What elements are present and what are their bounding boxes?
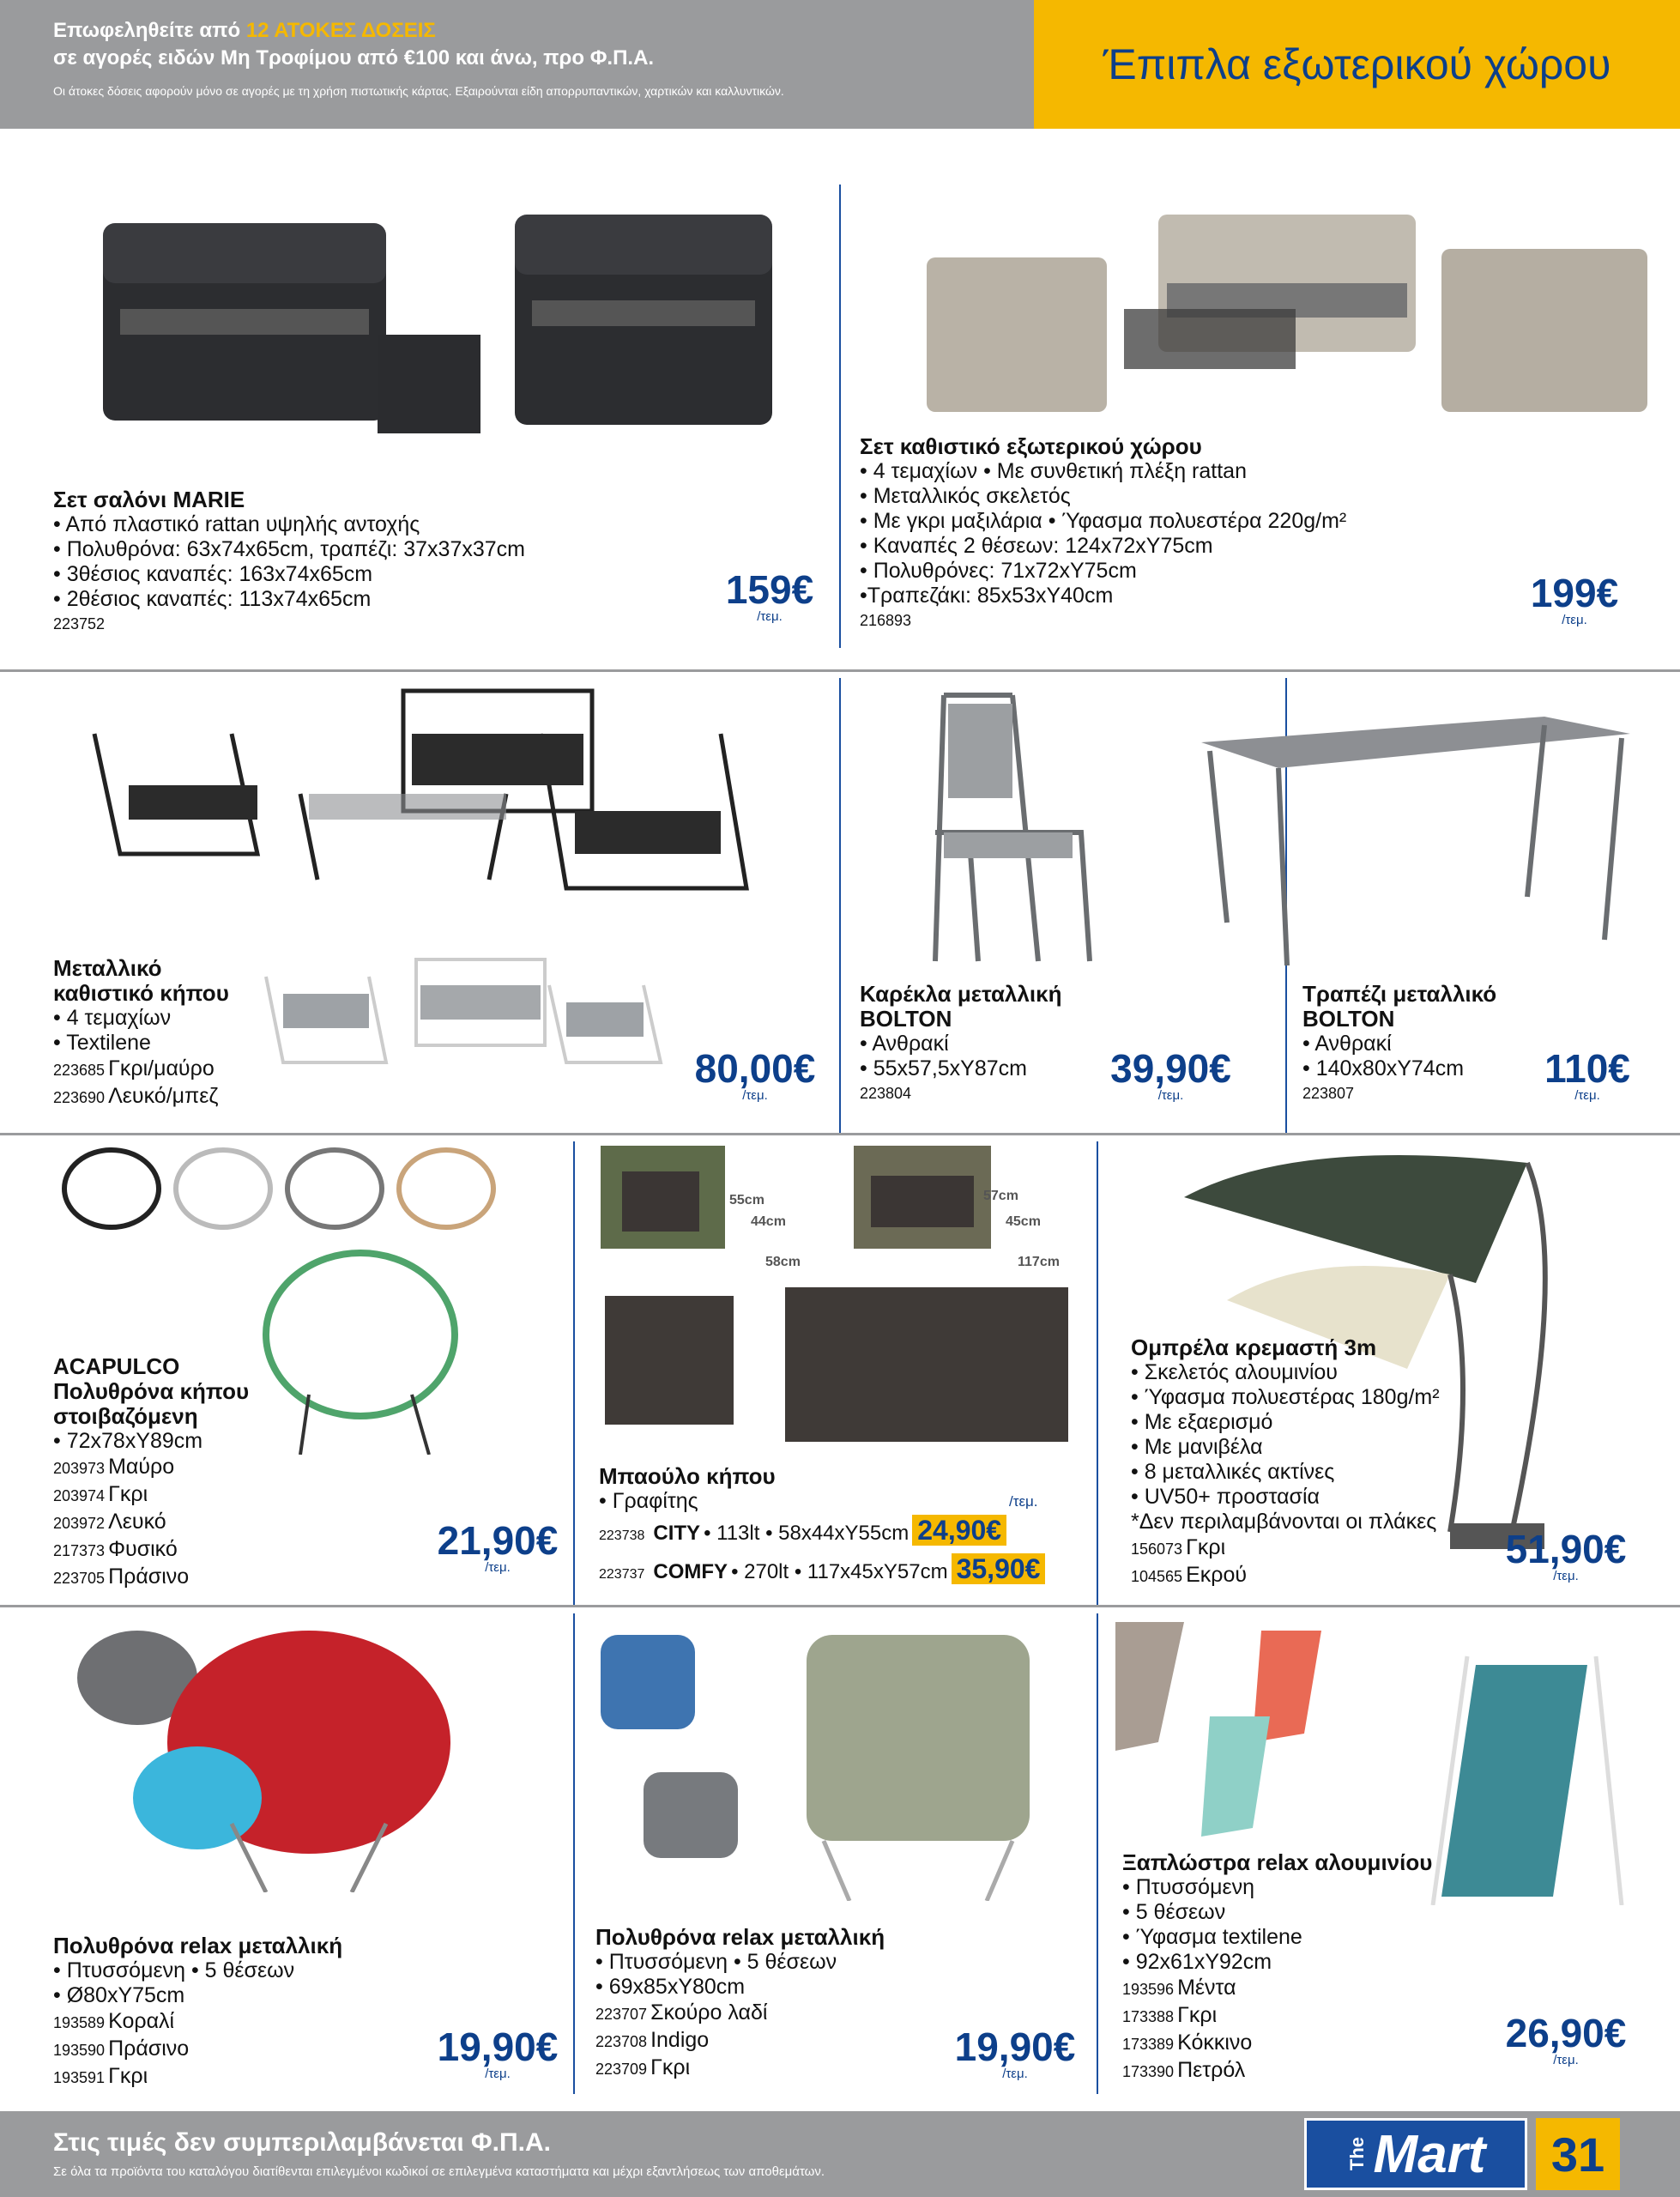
deckchair-details <box>1122 1850 1432 2085</box>
sku: 223807 <box>1302 1085 1355 1102</box>
dim-label: 57cm <box>983 1189 1018 1203</box>
spec-line: • 3θέσιος καναπές: 163x74x65cm <box>53 562 373 586</box>
spec-line: • Ύφασμα textilene <box>1122 1925 1302 1949</box>
spec-line: • 92x61xΥ92cm <box>1122 1950 1272 1974</box>
metal-set-price: 80,00€ /τεμ. <box>694 1046 816 1103</box>
bolton-table-image <box>1184 699 1647 974</box>
spec-line: • Ύφασμα πολυεστέρας 180g/m² <box>1131 1385 1440 1409</box>
spec-line: • Textilene <box>53 1031 151 1055</box>
variant: 223709 Γκρι <box>595 2055 691 2079</box>
divider <box>573 1141 575 1605</box>
dim-label: 45cm <box>1006 1214 1041 1229</box>
rattan-set-image <box>909 197 1665 421</box>
spec-line: • 8 μεταλλικές ακτίνες <box>1131 1460 1335 1484</box>
metal-set-details <box>53 956 229 1111</box>
product-title: Πολυθρόνα relax μεταλλική <box>595 1924 885 1950</box>
variant: 203973 Μαύρο <box>53 1455 175 1479</box>
sku: 223752 <box>53 615 106 632</box>
spec-line: • Πτυσσόμενη • 5 θέσεων <box>53 1958 295 1982</box>
variant: 193589 Κοραλί <box>53 2009 175 2033</box>
spec-line: • Πολυθρόνα: 63x74x65cm, τραπέζι: 37x37x37cm <box>53 537 525 561</box>
promo-line-2: σε αγορές ειδών Μη Τροφίμου από €100 και άνω, προ Φ.Π.Α. <box>53 46 655 70</box>
spec-line: • UV50+ προστασία <box>1131 1485 1320 1509</box>
variant: 223707 Σκούρο λαδί <box>595 2000 768 2025</box>
spec-line: • Σκελετός αλουμινίου <box>1131 1360 1338 1384</box>
rattan-set-details <box>860 434 1346 633</box>
product-title: Ξαπλώστρα relax αλουμινίου <box>1122 1849 1433 1875</box>
divider <box>0 1605 1680 1607</box>
variant: 223690 Λευκό/μπεζ <box>53 1084 219 1108</box>
spec-line: • Ø80xΥ75cm <box>53 1983 185 2007</box>
umbrella-price: 51,90€ /τεμ. <box>1505 1527 1627 1583</box>
spec-line: • 55x57,5xΥ87cm <box>860 1056 1027 1080</box>
variant: 173390 Πετρόλ <box>1122 2058 1246 2082</box>
relax-chair-1-image <box>60 1626 541 1892</box>
relax-chair-1-price: 19,90€ /τεμ. <box>437 2025 559 2081</box>
header-band <box>0 0 1680 129</box>
spec-line: • Γραφίτης /τεμ. <box>599 1489 1038 1513</box>
marie-price: 159€ /τεμ. <box>725 567 814 624</box>
category-title: Έπιπλα εξωτερικού χώρου <box>1034 0 1680 129</box>
spec-line: • Καναπές 2 θέσεων: 124x72xΥ75cm <box>860 534 1213 558</box>
divider <box>839 185 841 648</box>
acapulco-price: 21,90€ /τεμ. <box>437 1518 559 1575</box>
page-number: 31 <box>1536 2118 1620 2190</box>
storage-box-row: 223737 COMFY • 270lt • 117x45xΥ57cm 35,90€ <box>599 1552 1088 1591</box>
promo-highlight: 12 ΑΤΟΚΕΣ ΔΟΣΕΙΣ <box>245 19 436 42</box>
spec-line: • 5 θέσεων <box>1122 1900 1226 1924</box>
rattan-set-price: 199€ /τεμ. <box>1530 571 1619 627</box>
spec-line: • Με εξαερισμό <box>1131 1410 1273 1434</box>
variant: 156073 Γκρι <box>1131 1535 1226 1559</box>
availability-note: Σε όλα τα προϊόντα του καταλόγου διατίθενται επιλεγμένοι κωδικοί σε επιλεγμένα καταστήματα και μέχρι εξαντλήσεως των αποθεμάτων. <box>53 2164 825 2179</box>
product-title: Σετ καθιστικό εξωτερικού χώρου <box>860 433 1202 459</box>
spec-line: • 4 τεμαχίων • Με συνθετική πλέξη rattan <box>860 459 1247 483</box>
relax-chair-2-price: 19,90€ /τεμ. <box>954 2025 1076 2081</box>
product-title: BOLTON <box>860 1006 952 1032</box>
divider <box>839 678 841 1133</box>
product-title: Ομπρέλα κρεμαστή 3m <box>1131 1335 1377 1360</box>
divider <box>1097 1613 1098 2094</box>
variant: 223708 Indigo <box>595 2028 710 2052</box>
storage-box-row: 223738 CITY • 113lt • 58x44xΥ55cm 24,90€ <box>599 1514 1088 1552</box>
spec-line: • Από πλαστικό rattan υψηλής αντοχής <box>53 512 420 536</box>
bolton-table-price: 110€ /τεμ. <box>1544 1046 1630 1103</box>
bolton-chair-image <box>909 687 1107 970</box>
sku: 216893 <box>860 612 912 629</box>
variant: 193590 Πράσινο <box>53 2037 190 2061</box>
divider <box>0 669 1680 672</box>
umbrella-details <box>1131 1335 1440 1589</box>
variant: 223685 Γκρι/μαύρο <box>53 1056 215 1080</box>
variant: 173388 Γκρι <box>1122 2003 1218 2027</box>
variant: 203974 Γκρι <box>53 1482 148 1506</box>
product-title: καθιστικό κήπου <box>53 980 229 1006</box>
product-title: Πολυθρόνα relax μεταλλική <box>53 1933 343 1958</box>
divider <box>0 1133 1680 1135</box>
dim-label: 58cm <box>765 1255 801 1269</box>
bolton-table-details <box>1302 982 1496 1106</box>
spec-line: • Με γκρι μαξιλάρια • Ύφασμα πολυεστέρα 220g/m² <box>860 509 1347 533</box>
dim-label: 55cm <box>729 1193 764 1207</box>
dim-label: 44cm <box>751 1214 786 1229</box>
relax-chair-1-details <box>53 1934 342 2091</box>
acapulco-details <box>53 1354 249 1591</box>
metal-set-white-image <box>257 951 678 1080</box>
dim-label: 117cm <box>1018 1255 1060 1269</box>
spec-line: • 4 τεμαχίων <box>53 1006 172 1030</box>
product-title: Πολυθρόνα κήπου <box>53 1378 250 1404</box>
product-title: ACAPULCO <box>53 1353 180 1379</box>
product-title: Σετ σαλόνι MARIE <box>53 487 245 512</box>
spec-line: • Πτυσσόμενη <box>1122 1875 1255 1899</box>
product-title: Καρέκλα μεταλλική <box>860 981 1062 1007</box>
variant: 223705 Πράσινο <box>53 1565 190 1589</box>
product-title: Τραπέζι μεταλλικό <box>1302 981 1497 1007</box>
spec-line: • Με μανιβέλα <box>1131 1435 1263 1459</box>
marie-details <box>53 487 525 637</box>
spec-line: • 69x85xΥ80cm <box>595 1975 746 1999</box>
divider <box>573 1613 575 2094</box>
spec-line: • Ανθρακί <box>1302 1032 1392 1056</box>
variant: 193591 Γκρι <box>53 2064 148 2088</box>
spec-line: • Πολυθρόνες: 71x72xΥ75cm <box>860 559 1137 583</box>
sku: 223804 <box>860 1085 912 1102</box>
product-title: BOLTON <box>1302 1006 1395 1032</box>
product-title: στοιβαζόμενη <box>53 1403 198 1429</box>
product-title: Μπαούλο κήπου <box>599 1463 776 1489</box>
variant: 173389 Κόκκινο <box>1122 2031 1253 2055</box>
spec-line: • 72x78xΥ89cm <box>53 1429 203 1453</box>
metal-set-image <box>60 682 824 940</box>
vat-note: Στις τιμές δεν συμπεριλαμβάνεται Φ.Π.Α. <box>53 2128 552 2157</box>
spec-line: • Πτυσσόμενη • 5 θέσεων <box>595 1950 837 1974</box>
relax-chair-2-image <box>592 1626 1090 1901</box>
promo-note: Οι άτοκες δόσεις αφορούν μόνο σε αγορές με τη χρήση πιστωτικής κάρτας. Εξαιρούνται είδη απορρυπαντικών, χαρτικών και καλλυντικών. <box>53 84 784 98</box>
bolton-chair-price: 39,90€ /τεμ. <box>1110 1046 1231 1103</box>
spec-line: • Μεταλλικός σκελετός <box>860 484 1071 508</box>
spec-line: *Δεν περιλαμβάνονται οι πλάκες <box>1131 1510 1437 1534</box>
storage-box-details <box>599 1464 1088 1591</box>
variant: 203972 Λευκό <box>53 1510 166 1534</box>
promo-line-1: Επωφεληθείτε από 12 ΑΤΟΚΕΣ ΔΟΣΕΙΣ <box>53 19 436 42</box>
deckchair-price: 26,90€ /τεμ. <box>1505 2011 1627 2067</box>
variant: 104565 Εκρού <box>1131 1563 1248 1587</box>
spec-line: • Ανθρακί <box>860 1032 949 1056</box>
relax-chair-2-details <box>595 1925 885 2082</box>
product-title: Μεταλλικό <box>53 955 162 981</box>
spec-line: • 2θέσιος καναπές: 113x74x65cm <box>53 587 372 611</box>
spec-line: • 140x80xΥ74cm <box>1302 1056 1465 1080</box>
spec-line: •Τραπεζάκι: 85x53xΥ40cm <box>860 584 1114 608</box>
bolton-chair-details <box>860 982 1061 1106</box>
variant: 217373 Φυσικό <box>53 1537 178 1561</box>
the-mart-logo: The Mart <box>1304 2118 1527 2190</box>
marie-set-image <box>86 197 824 446</box>
divider <box>1097 1141 1098 1605</box>
variant: 193596 Μέντα <box>1122 1976 1236 2000</box>
